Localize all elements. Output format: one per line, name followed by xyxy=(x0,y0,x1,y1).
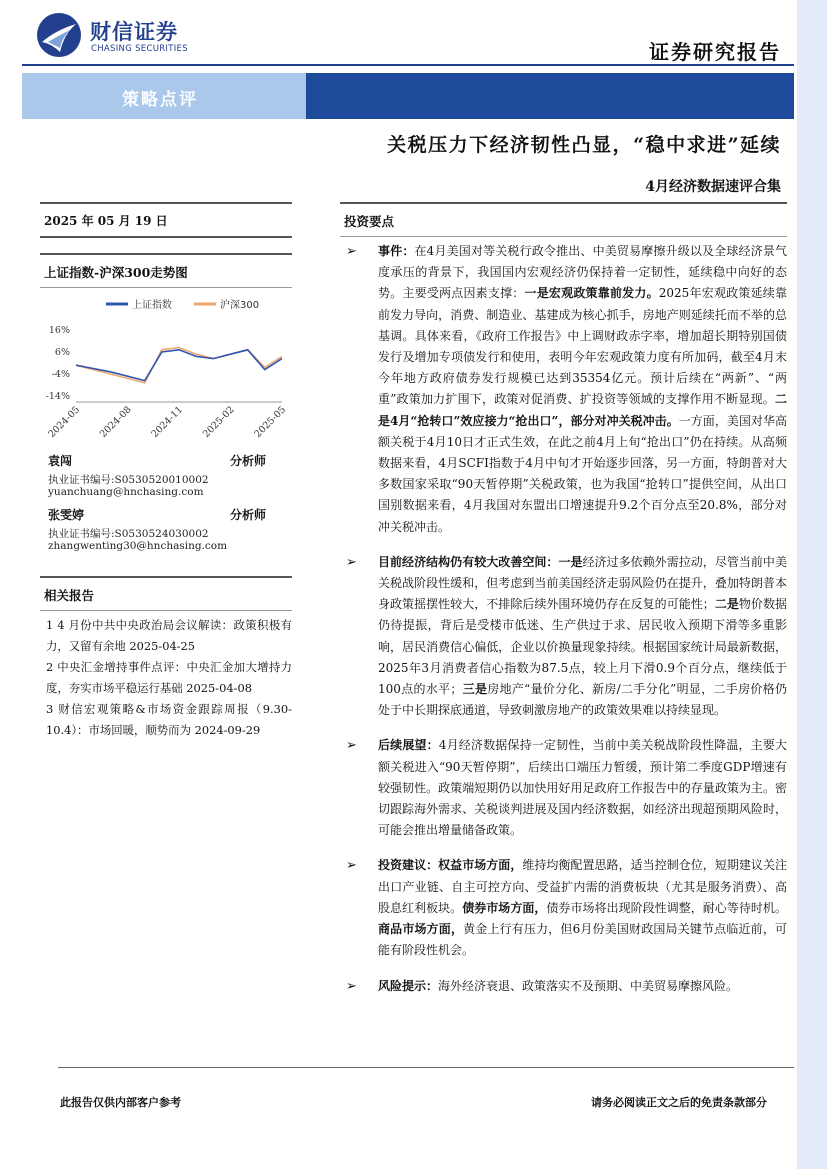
highlight-text: 物价数据仍待提振，背后是受楼市低迷、生产供过于求、居民收入预期下滑等多重影响，居民消费信心偏低，企业以价换量现象持续。根据国家统计局最新数据，2025年3月消费者信心指数为87.5点，较上月下滑0.9个百分点，继续低于100点的水平； xyxy=(378,597,787,697)
banner-left-block xyxy=(22,73,306,119)
arrow-bullet-icon: ➢ xyxy=(346,554,357,570)
highlight-text: 一方面，美国对华高额关税于4月10日才正式生效，在此之前4月上旬“抢出口”仍在持续。从高频数据来看，4月SCFI指数于4月中旬才开始逐步回落，另一方面，特朗普对大多数国家采取“90天暂停期”关税政策，也为我国“抢转口”提供空间，从出口国别数据来看，4月我国对东盟出口增速提升9.2个百分点至20.8%，部分对冲关税冲击。 xyxy=(378,413,787,534)
highlight-label: 事件： xyxy=(378,244,415,258)
highlight-item xyxy=(340,735,787,841)
series-line xyxy=(76,350,282,381)
highlights-heading: 投资要点 xyxy=(344,214,395,229)
highlight-text: 黄金上行有压力，但6月份美国财政国局关键节点临近前，可能有阶段性机会。 xyxy=(378,922,787,958)
highlight-item xyxy=(340,855,787,961)
highlight-label: 风险提示： xyxy=(378,978,439,993)
highlight-text: 在4月美国对等关税行政令推出、中美贸易摩擦升级以及全球经济景气度承压的背景下，我国国内宏观经济仍保持着一定韧性，延续稳中向好的态势。主要受两点因素支撑： xyxy=(378,244,787,301)
highlight-text: 经济过多依赖外需拉动，尽管当前中美关税战阶段性缓和，但考虑到当前美国经济走弱风险仍在提升，叠加特朗普本身政策摇摆性较大，不排除后续外围环境仍存在反复的可能性； xyxy=(378,554,787,612)
category-label: 策略点评 xyxy=(122,90,198,110)
highlight-emphasis: 二是4月“抢转口”效应接力“抢出口”，部分对冲关税冲击。 xyxy=(378,392,787,428)
logo-text: 财信证券 xyxy=(90,20,178,44)
highlight-text: 海外经济衰退、政策落实不及预期、中美贸易摩擦风险。 xyxy=(438,978,739,993)
highlight-emphasis: 一是 xyxy=(558,554,583,569)
highlight-label: 目前经济结构仍有较大改善空间： xyxy=(378,554,559,569)
highlight-emphasis: 商品市场方面， xyxy=(378,922,464,937)
arrow-bullet-icon: ➢ xyxy=(346,978,357,994)
highlight-text: 维持均衡配置思路，适当控制仓位，短期建议关注出口产业链、自主可控方向、受益扩内需的消费板块（尤其是服务消费）、高股息红利板块。 xyxy=(378,858,787,915)
highlight-item xyxy=(340,976,787,997)
highlight-emphasis: 一是宏观政策靠前发力。 xyxy=(524,286,659,301)
index-chart xyxy=(40,288,292,438)
highlight-text: 房地产“量价分化、新房/二手分化”明显，二手房价格仍处于中长期探底通道，导致刺激房地产的政策效果难以持续显现。 xyxy=(378,682,787,718)
highlight-text: 2025年宏观政策延续靠前发力导向，消费、制造业、基建成为核心抓手，房地产则延续托而不举的总基调。具体来看，《政府工作报告》中上调财政赤字率，增加超长期特别国债发行及增加专项债发行和使用，表明今年宏观政策力度有所加码，截至4月末今年地方政府债券发行规模已达到35354亿元。预计后续在“两新”、“两重”政策加力扩围下，政策对促消费、扩投资等领域的支撑作用不断显现。 xyxy=(378,286,787,407)
footer-divider xyxy=(58,1067,794,1068)
analyst-cert: 执业证书编号:S0530520010002 xyxy=(48,474,209,486)
category-banner xyxy=(22,73,794,119)
x-tick-label: 2024-08 xyxy=(97,404,134,438)
highlight-emphasis: 二是 xyxy=(714,597,739,612)
analyst-email[interactable]: zhangwenting30@hnchasing.com xyxy=(48,540,228,552)
related-reports xyxy=(40,576,292,741)
left-column xyxy=(40,202,292,438)
report-date: 2025 年 05 月 19 日 xyxy=(44,214,168,228)
highlight-label: 投资建议： xyxy=(378,858,439,873)
highlight-item xyxy=(340,241,787,538)
y-tick-label: -4% xyxy=(51,369,70,380)
chart-heading: 上证指数-沪深300走势图 xyxy=(44,265,188,280)
analyst-name: 袁闯 xyxy=(48,454,73,468)
top-divider xyxy=(22,64,794,66)
page-subtitle: 4月经济数据速评合集 xyxy=(645,179,781,195)
analyst-role: 分析师 xyxy=(230,508,267,522)
related-heading: 相关报告 xyxy=(44,588,95,603)
analyst-email[interactable]: yuanchuang@hnchasing.com xyxy=(48,486,204,498)
report-type: 证券研究报告 xyxy=(649,40,781,64)
arrow-bullet-icon: ➢ xyxy=(346,244,357,259)
y-tick-label: -14% xyxy=(45,391,70,402)
highlight-item xyxy=(340,552,787,722)
logo-mark-icon xyxy=(36,12,82,58)
right-column xyxy=(340,202,787,1011)
x-tick-label: 2024-11 xyxy=(149,404,186,438)
highlight-emphasis: 债券市场方面， xyxy=(462,900,547,915)
highlight-emphasis: 权益市场方面， xyxy=(438,858,523,873)
highlight-label: 后续展望： xyxy=(378,738,439,753)
legend-label: 上证指数 xyxy=(132,300,172,311)
analyst-name: 张雯婷 xyxy=(48,508,85,522)
y-tick-label: 16% xyxy=(48,325,70,336)
x-tick-label: 2025-02 xyxy=(200,404,237,438)
legend-label: 沪深300 xyxy=(220,300,260,311)
related-report-link[interactable]: 3 财信宏观策略&市场资金跟踪周报（9.30-10.4）：市场回暖，顺势而为 2024-09-29 xyxy=(46,702,292,737)
arrow-bullet-icon: ➢ xyxy=(346,738,357,754)
related-report-link[interactable]: 1 4 月份中共中央政治局会议解读：政策积极有力，又留有余地 2025-04-25 xyxy=(46,618,292,653)
right-margin-strip xyxy=(797,0,827,1169)
related-report-link[interactable]: 2 中央汇金增持事件点评：中央汇金加大增持力度，夯实市场平稳运行基础 2025-04-08 xyxy=(46,660,292,695)
index-chart-svg xyxy=(40,288,292,438)
x-tick-label: 2025-05 xyxy=(252,404,289,438)
logo-subtext: CHASING SECURITIES xyxy=(91,44,188,54)
highlight-text: 债券市场将出现阶段性调整，耐心等待时机。 xyxy=(546,900,787,915)
x-tick-label: 2024-05 xyxy=(46,404,83,438)
arrow-bullet-icon: ➢ xyxy=(346,858,357,874)
highlight-text: 4月经济数据保持一定韧性，当前中美关税战阶段性降温，主要大额关税进入“90天暂停期”，后续出口端压力暂缓，预计第二季度GDP增速有较强韧性。政策端短期仍以加快用好用足政府工作报告中的存量政策为主。密切跟踪海外需求、关税谈判进展及国内经济数据，如经济出现超预期风险时，可能会推出增量储备政策。 xyxy=(378,738,787,838)
analyst-cert: 执业证书编号:S0530524030002 xyxy=(48,528,209,540)
analyst-role: 分析师 xyxy=(230,454,267,468)
footer-note: 此报告仅供内部客户参考 xyxy=(60,1096,181,1109)
footer-disclaimer: 请务必阅读正文之后的免责条款部分 xyxy=(591,1096,767,1109)
y-tick-label: 6% xyxy=(54,347,70,358)
logo xyxy=(36,12,216,62)
page-title: 关税压力下经济韧性凸显，“稳中求进”延续 xyxy=(387,134,781,156)
highlight-emphasis: 三是 xyxy=(462,682,488,697)
